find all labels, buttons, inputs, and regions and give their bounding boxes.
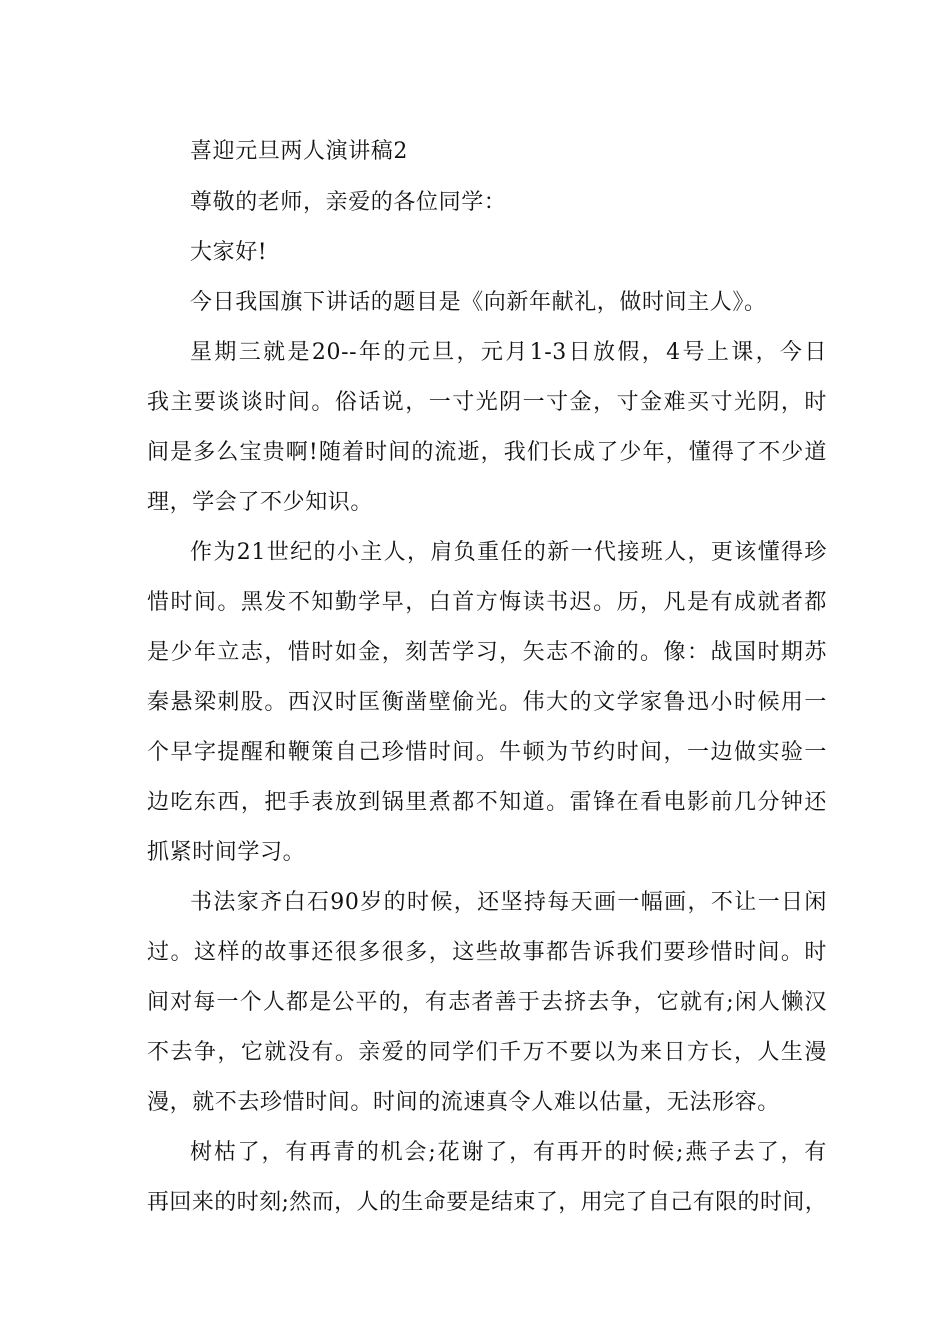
paragraph-1-line-1: 星期三就是20--年的元旦，元月1-3日放假，4号上课，今日 bbox=[190, 340, 827, 365]
paragraph-3-line-2: 过。这样的故事还很多很多，这些故事都告诉我们要珍惜时间。时 bbox=[147, 940, 827, 965]
paragraph-2-line-7: 抓紧时间学习。 bbox=[147, 840, 306, 865]
paragraph-1-line-2: 我主要谈谈时间。俗话说，一寸光阴一寸金，寸金难买寸光阴，时 bbox=[147, 390, 827, 415]
paragraph-4-line-2: 再回来的时刻;然而，人的生命要是结束了，用完了自己有限的时间， bbox=[147, 1190, 827, 1215]
paragraph-2-line-1: 作为21世纪的小主人，肩负重任的新一代接班人，更该懂得珍 bbox=[190, 540, 827, 565]
paragraph-1-line-3: 间是多么宝贵啊!随着时间的流逝，我们长成了少年，懂得了不少道 bbox=[147, 440, 827, 465]
paragraph-2-line-6: 边吃东西，把手表放到锅里煮都不知道。雷锋在看电影前几分钟还 bbox=[147, 790, 827, 815]
paragraph-2-line-4: 秦悬梁刺股。西汉时匡衡凿壁偷光。伟大的文学家鲁迅小时候用一 bbox=[147, 690, 827, 715]
paragraph-3-line-4: 不去争，它就没有。亲爱的同学们千万不要以为来日方长，人生漫 bbox=[147, 1040, 827, 1065]
document-title: 喜迎元旦两人演讲稿2 bbox=[190, 139, 408, 164]
paragraph-4-line-1: 树枯了，有再青的机会;花谢了，有再开的时候;燕子去了，有 bbox=[190, 1140, 827, 1165]
paragraph-2-line-2: 惜时间。黑发不知勤学早，白首方悔读书迟。历，凡是有成就者都 bbox=[147, 590, 827, 615]
paragraph-3-line-3: 间对每一个人都是公平的，有志者善于去挤去争，它就有;闲人懒汉 bbox=[147, 990, 827, 1015]
paragraph-1-line-4: 理，学会了不少知识。 bbox=[147, 490, 374, 515]
paragraph-2-line-5: 个早字提醒和鞭策自己珍惜时间。牛顿为节约时间，一边做实验一 bbox=[147, 740, 827, 765]
greeting: 大家好! bbox=[190, 240, 268, 265]
paragraph-3-line-1: 书法家齐白石90岁的时候，还坚持每天画一幅画，不让一日闲 bbox=[190, 890, 827, 915]
paragraph-2-line-3: 是少年立志，惜时如金，刻苦学习，矢志不渝的。像：战国时期苏 bbox=[147, 640, 827, 665]
salutation: 尊敬的老师，亲爱的各位同学： bbox=[190, 190, 507, 215]
speech-topic: 今日我国旗下讲话的题目是《向新年献礼，做时间主人》。 bbox=[190, 290, 767, 315]
paragraph-3-line-5: 漫，就不去珍惜时间。时间的流速真令人难以估量，无法形容。 bbox=[147, 1090, 780, 1115]
